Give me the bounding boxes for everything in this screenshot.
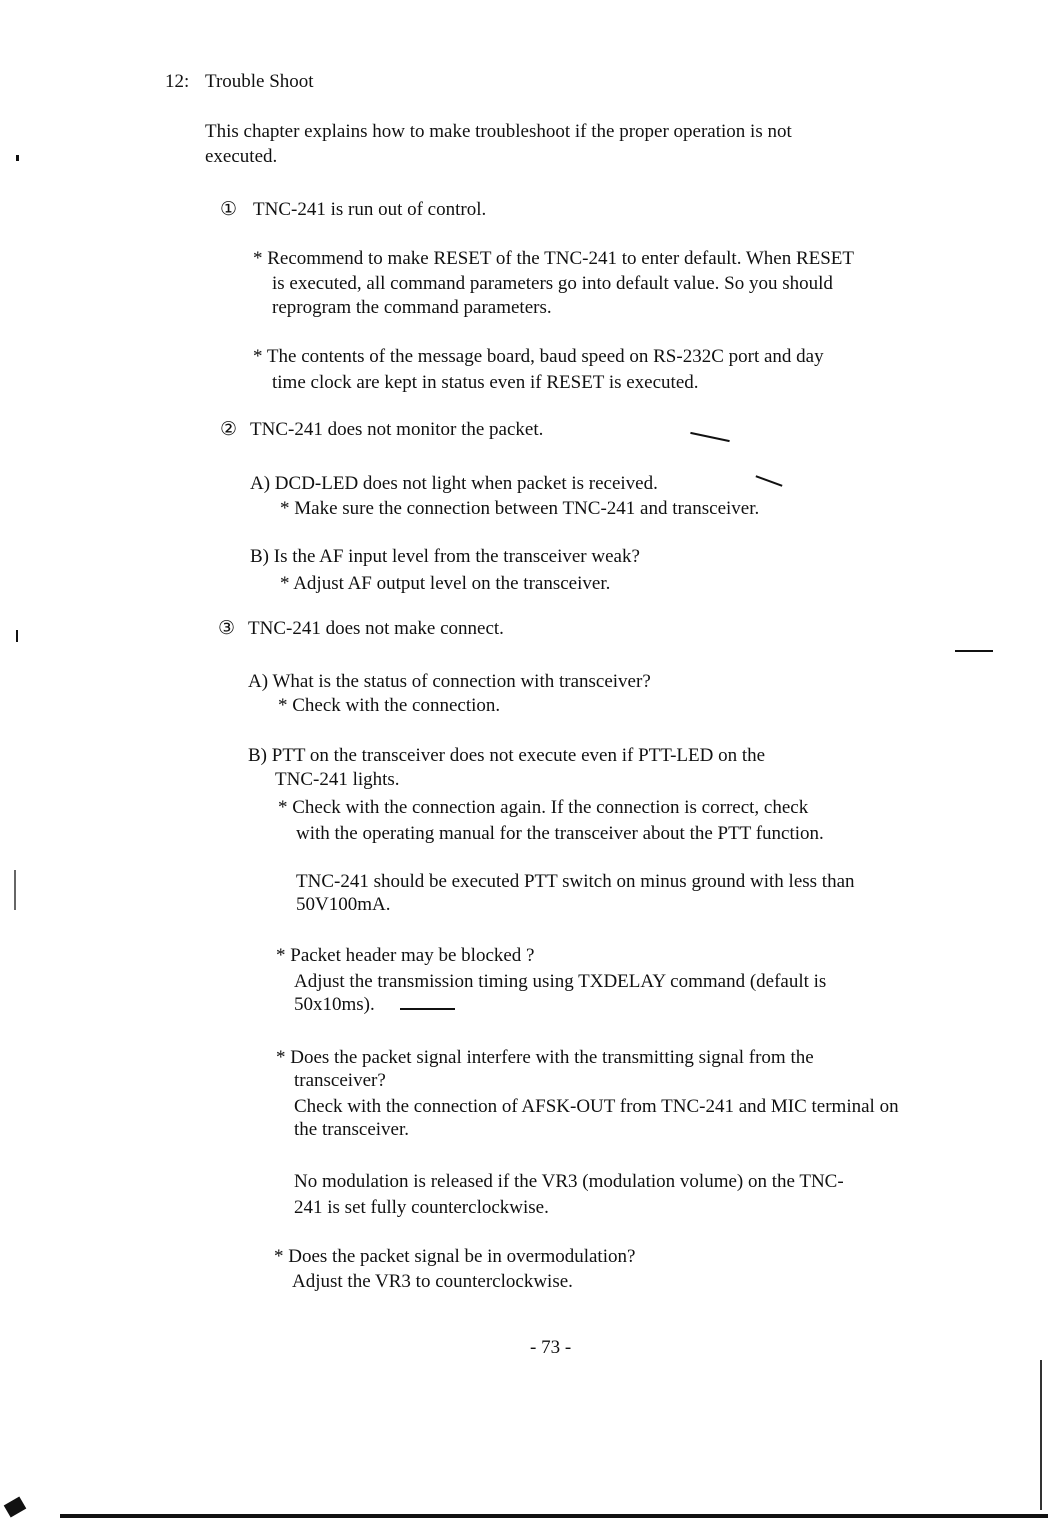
intro-line: executed. — [205, 146, 278, 167]
item-1-bullet-1-line: reprogram the command parameters. — [272, 297, 552, 318]
scan-smudge — [690, 432, 730, 442]
item-2-a-answer: * Make sure the connection between TNC-241 and transceiver. — [280, 498, 760, 519]
item-3-b-question-line: TNC-241 lights. — [275, 769, 400, 790]
item-1-bullet-1-line: is executed, all command parameters go into default value. So you should — [272, 273, 833, 294]
item-1-bullet-2-line: * The contents of the message board, baud speed on RS-232C port and day — [253, 346, 824, 367]
item-3-heading: TNC-241 does not make connect. — [248, 618, 504, 639]
section-title: Trouble Shoot — [205, 71, 314, 92]
item-3-b-question-line: B) PTT on the transceiver does not execute even if PTT-LED on the — [248, 745, 766, 766]
section-number: 12: — [165, 71, 190, 92]
item-2-marker: ② — [220, 419, 238, 440]
item-3-b-note-line: TNC-241 should be executed PTT switch on minus ground with less than — [296, 871, 855, 892]
item-3-header-bullet-line: Adjust the transmission timing using TXDELAY command (default is — [294, 971, 827, 992]
item-2-a-question: A) DCD-LED does not light when packet is received. — [250, 473, 658, 494]
item-3-b-note-line: 50V100mA. — [296, 894, 391, 915]
item-3-b-answer-line: with the operating manual for the transceiver about the PTT function. — [296, 823, 824, 844]
item-3-interfere-bullet-line: the transceiver. — [294, 1119, 410, 1140]
scan-edge-right — [1040, 1360, 1042, 1510]
item-2-b-answer: * Adjust AF output level on the transceiver. — [280, 573, 611, 594]
item-1-heading: TNC-241 is run out of control. — [253, 199, 487, 220]
scan-speck — [14, 870, 16, 910]
item-3-overmod-bullet-line: * Does the packet signal be in overmodulation? — [274, 1246, 636, 1267]
item-3-marker: ③ — [218, 618, 236, 639]
item-3-overmod-bullet-line: Adjust the VR3 to counterclockwise. — [292, 1271, 573, 1292]
page-number: - 73 - — [530, 1337, 572, 1358]
scan-smudge — [400, 1008, 455, 1010]
scan-corner-mark — [4, 1496, 27, 1517]
item-1-bullet-2-line: time clock are kept in status even if RESET is executed. — [272, 372, 699, 393]
item-3-header-bullet-line: 50x10ms). — [294, 994, 375, 1015]
scan-smudge — [955, 650, 993, 652]
item-3-a-answer: * Check with the connection. — [278, 695, 501, 716]
item-2-b-question: B) Is the AF input level from the transceiver weak? — [250, 546, 640, 567]
item-1-bullet-1-line: * Recommend to make RESET of the TNC-241 to enter default. When RESET — [253, 248, 855, 269]
intro-line: This chapter explains how to make troubleshoot if the proper operation is not — [205, 121, 792, 142]
scan-smudge — [756, 475, 783, 486]
scan-speck — [16, 155, 19, 161]
item-3-modulation-note-line: 241 is set fully counterclockwise. — [294, 1197, 549, 1218]
item-3-interfere-bullet-line: Check with the connection of AFSK-OUT from TNC-241 and MIC terminal on — [294, 1096, 899, 1117]
item-3-modulation-note-line: No modulation is released if the VR3 (modulation volume) on the TNC- — [294, 1171, 844, 1192]
item-3-interfere-bullet-line: transceiver? — [294, 1070, 386, 1091]
item-3-a-question: A) What is the status of connection with transceiver? — [248, 671, 651, 692]
scan-speck — [16, 630, 18, 642]
item-1-marker: ① — [220, 199, 238, 220]
scan-edge-line — [60, 1514, 1048, 1518]
item-3-header-bullet-line: * Packet header may be blocked ? — [276, 945, 535, 966]
item-2-heading: TNC-241 does not monitor the packet. — [250, 419, 544, 440]
item-3-b-answer-line: * Check with the connection again. If the connection is correct, check — [278, 797, 809, 818]
item-3-interfere-bullet-line: * Does the packet signal interfere with the transmitting signal from the — [276, 1047, 814, 1068]
